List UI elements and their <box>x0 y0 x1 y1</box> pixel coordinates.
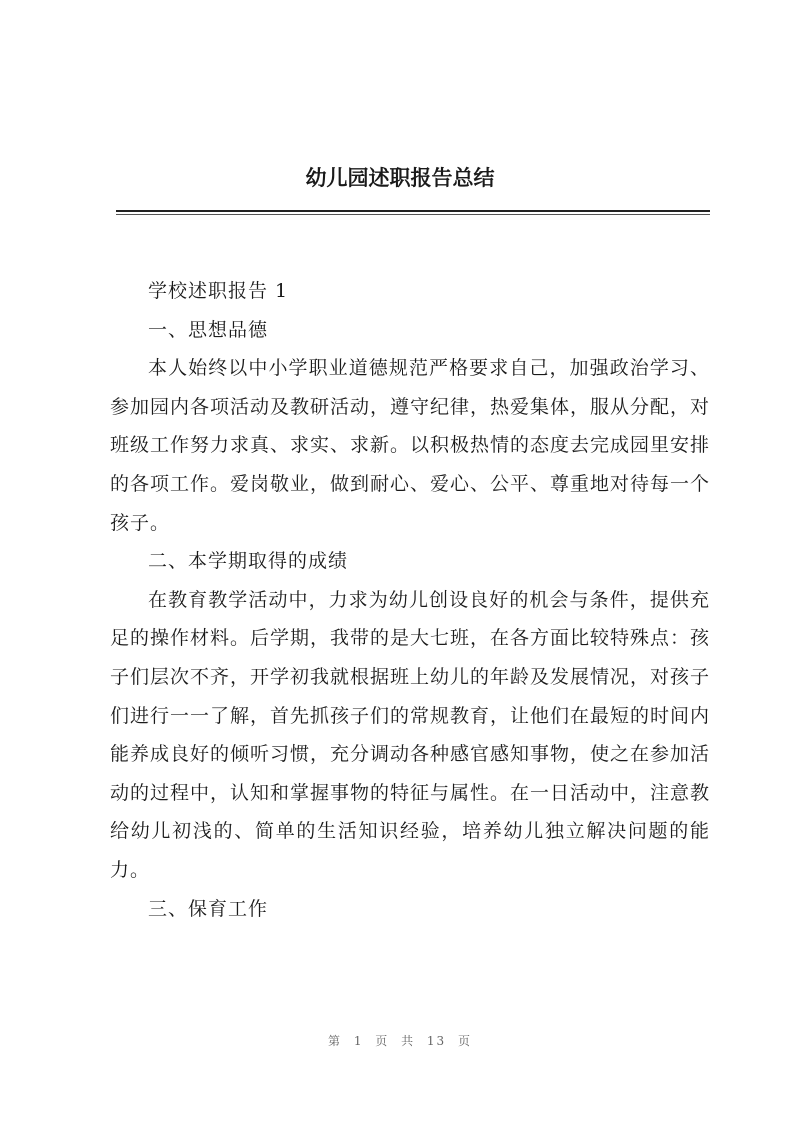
page-number-footer: 第 1 页 共 13 页 <box>328 1034 472 1048</box>
document-title: 幼儿园述职报告总结 <box>305 166 495 190</box>
section-heading-1: 一、思想品德 <box>148 318 269 341</box>
document-body <box>110 272 710 928</box>
section-heading-2: 二、本学期取得的成绩 <box>148 550 349 573</box>
paragraph-2: 在教育教学活动中，力求为幼儿创设良好的机会与条件，提供充足的操作材料。后学期，我带的是大七班，在各方面比较特殊点：孩子们层次不齐，开学初我就根据班上幼儿的年龄及发展情况，对孩子们进行一一了解，首先抓孩子们的常规教育，让他们在最短的时间内能养成良好的倾听习惯，充分调动各种感官感知事物，使之在参加活动的过程中，认知和掌握事物的特征与属性。在一日活动中，注意教给幼儿初浅的、简单的生活知识经验，培养幼儿独立解决问题的能力。 <box>110 588 711 881</box>
section-heading-3: 三、保育工作 <box>148 897 269 920</box>
title-divider <box>116 210 710 212</box>
paragraph-1: 本人始终以中小学职业道德规范严格要求自己，加强政治学习、参加园内各项活动及教研活动，遵守纪律，热爱集体，服从分配，对班级工作努力求真、求实、求新。以积极热情的态度去完成园里安排的各项工作。爱岗敬业，做到耐心、爱心、公平、尊重地对待每一个孩子。 <box>110 357 711 534</box>
report-subtitle: 学校述职报告 1 <box>148 280 289 302</box>
